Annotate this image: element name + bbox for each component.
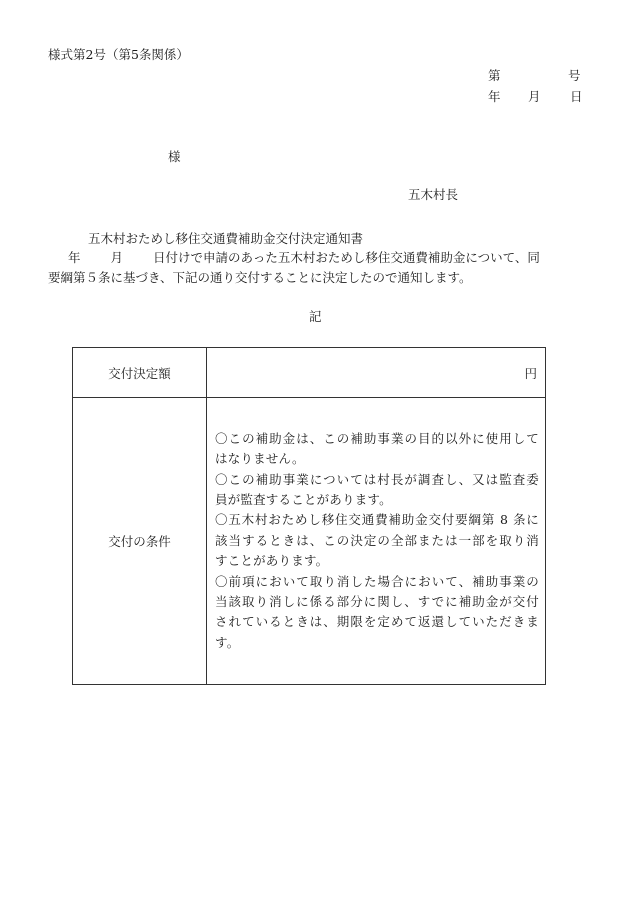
- date-month: 月: [528, 89, 541, 104]
- condition-line: 〇五木村おためし移住交通費補助金交付要綱第 8 条に: [215, 512, 539, 528]
- date-year: 年: [488, 89, 501, 104]
- condition-line: されているときは、期限を定めて返還していただきま: [215, 614, 539, 630]
- conditions-label: 交付の条件: [73, 398, 207, 685]
- ki-heading: 記: [309, 309, 322, 324]
- condition-line: 〇この補助事業については村長が調査し、又は監査委: [215, 471, 539, 487]
- date-day: 日: [570, 89, 583, 104]
- amount-label: 交付決定額: [73, 348, 207, 398]
- form-number: 様式第2号（第5条関係）: [48, 47, 189, 62]
- body-line-1-text: 日付けで申請のあった五木村おためし移住交通費補助金について、同: [153, 250, 540, 265]
- body-month: 月: [110, 250, 124, 265]
- condition-line: 〇前項において取り消した場合において、補助事業の: [215, 573, 539, 589]
- condition-line: 〇この補助金は、この補助事業の目的以外に使用して: [215, 430, 539, 446]
- body-line-1: [48, 248, 584, 268]
- condition-line: 当該取り消しに係る部分に関し、すでに補助金が交付: [215, 594, 539, 610]
- body-paragraph: [48, 248, 584, 288]
- condition-line: す。: [215, 634, 240, 650]
- body-line-2: 要綱第５条に基づき、下記の通り交付することに決定したので通知します。: [48, 270, 472, 285]
- condition-line: 該当するときは、この決定の全部または一部を取り消: [215, 532, 539, 548]
- body-year: 年: [68, 250, 81, 265]
- grant-detail-table: [72, 347, 546, 685]
- table-row: [73, 348, 546, 398]
- issuer-name: 五木村長: [408, 187, 459, 202]
- addressee-honorific: 様: [168, 149, 181, 164]
- document-title: 五木村おためし移住交通費補助金交付決定通知書: [88, 231, 364, 246]
- condition-line: 員が監査することがあります。: [215, 491, 392, 507]
- doc-number-prefix: 第: [488, 68, 501, 83]
- doc-number-suffix: 号: [568, 68, 581, 83]
- condition-line: すことがあります。: [215, 553, 329, 569]
- amount-value: 円: [207, 348, 546, 398]
- condition-line: はなりません。: [215, 451, 305, 467]
- table-row: [73, 398, 546, 685]
- conditions-text: [207, 398, 546, 685]
